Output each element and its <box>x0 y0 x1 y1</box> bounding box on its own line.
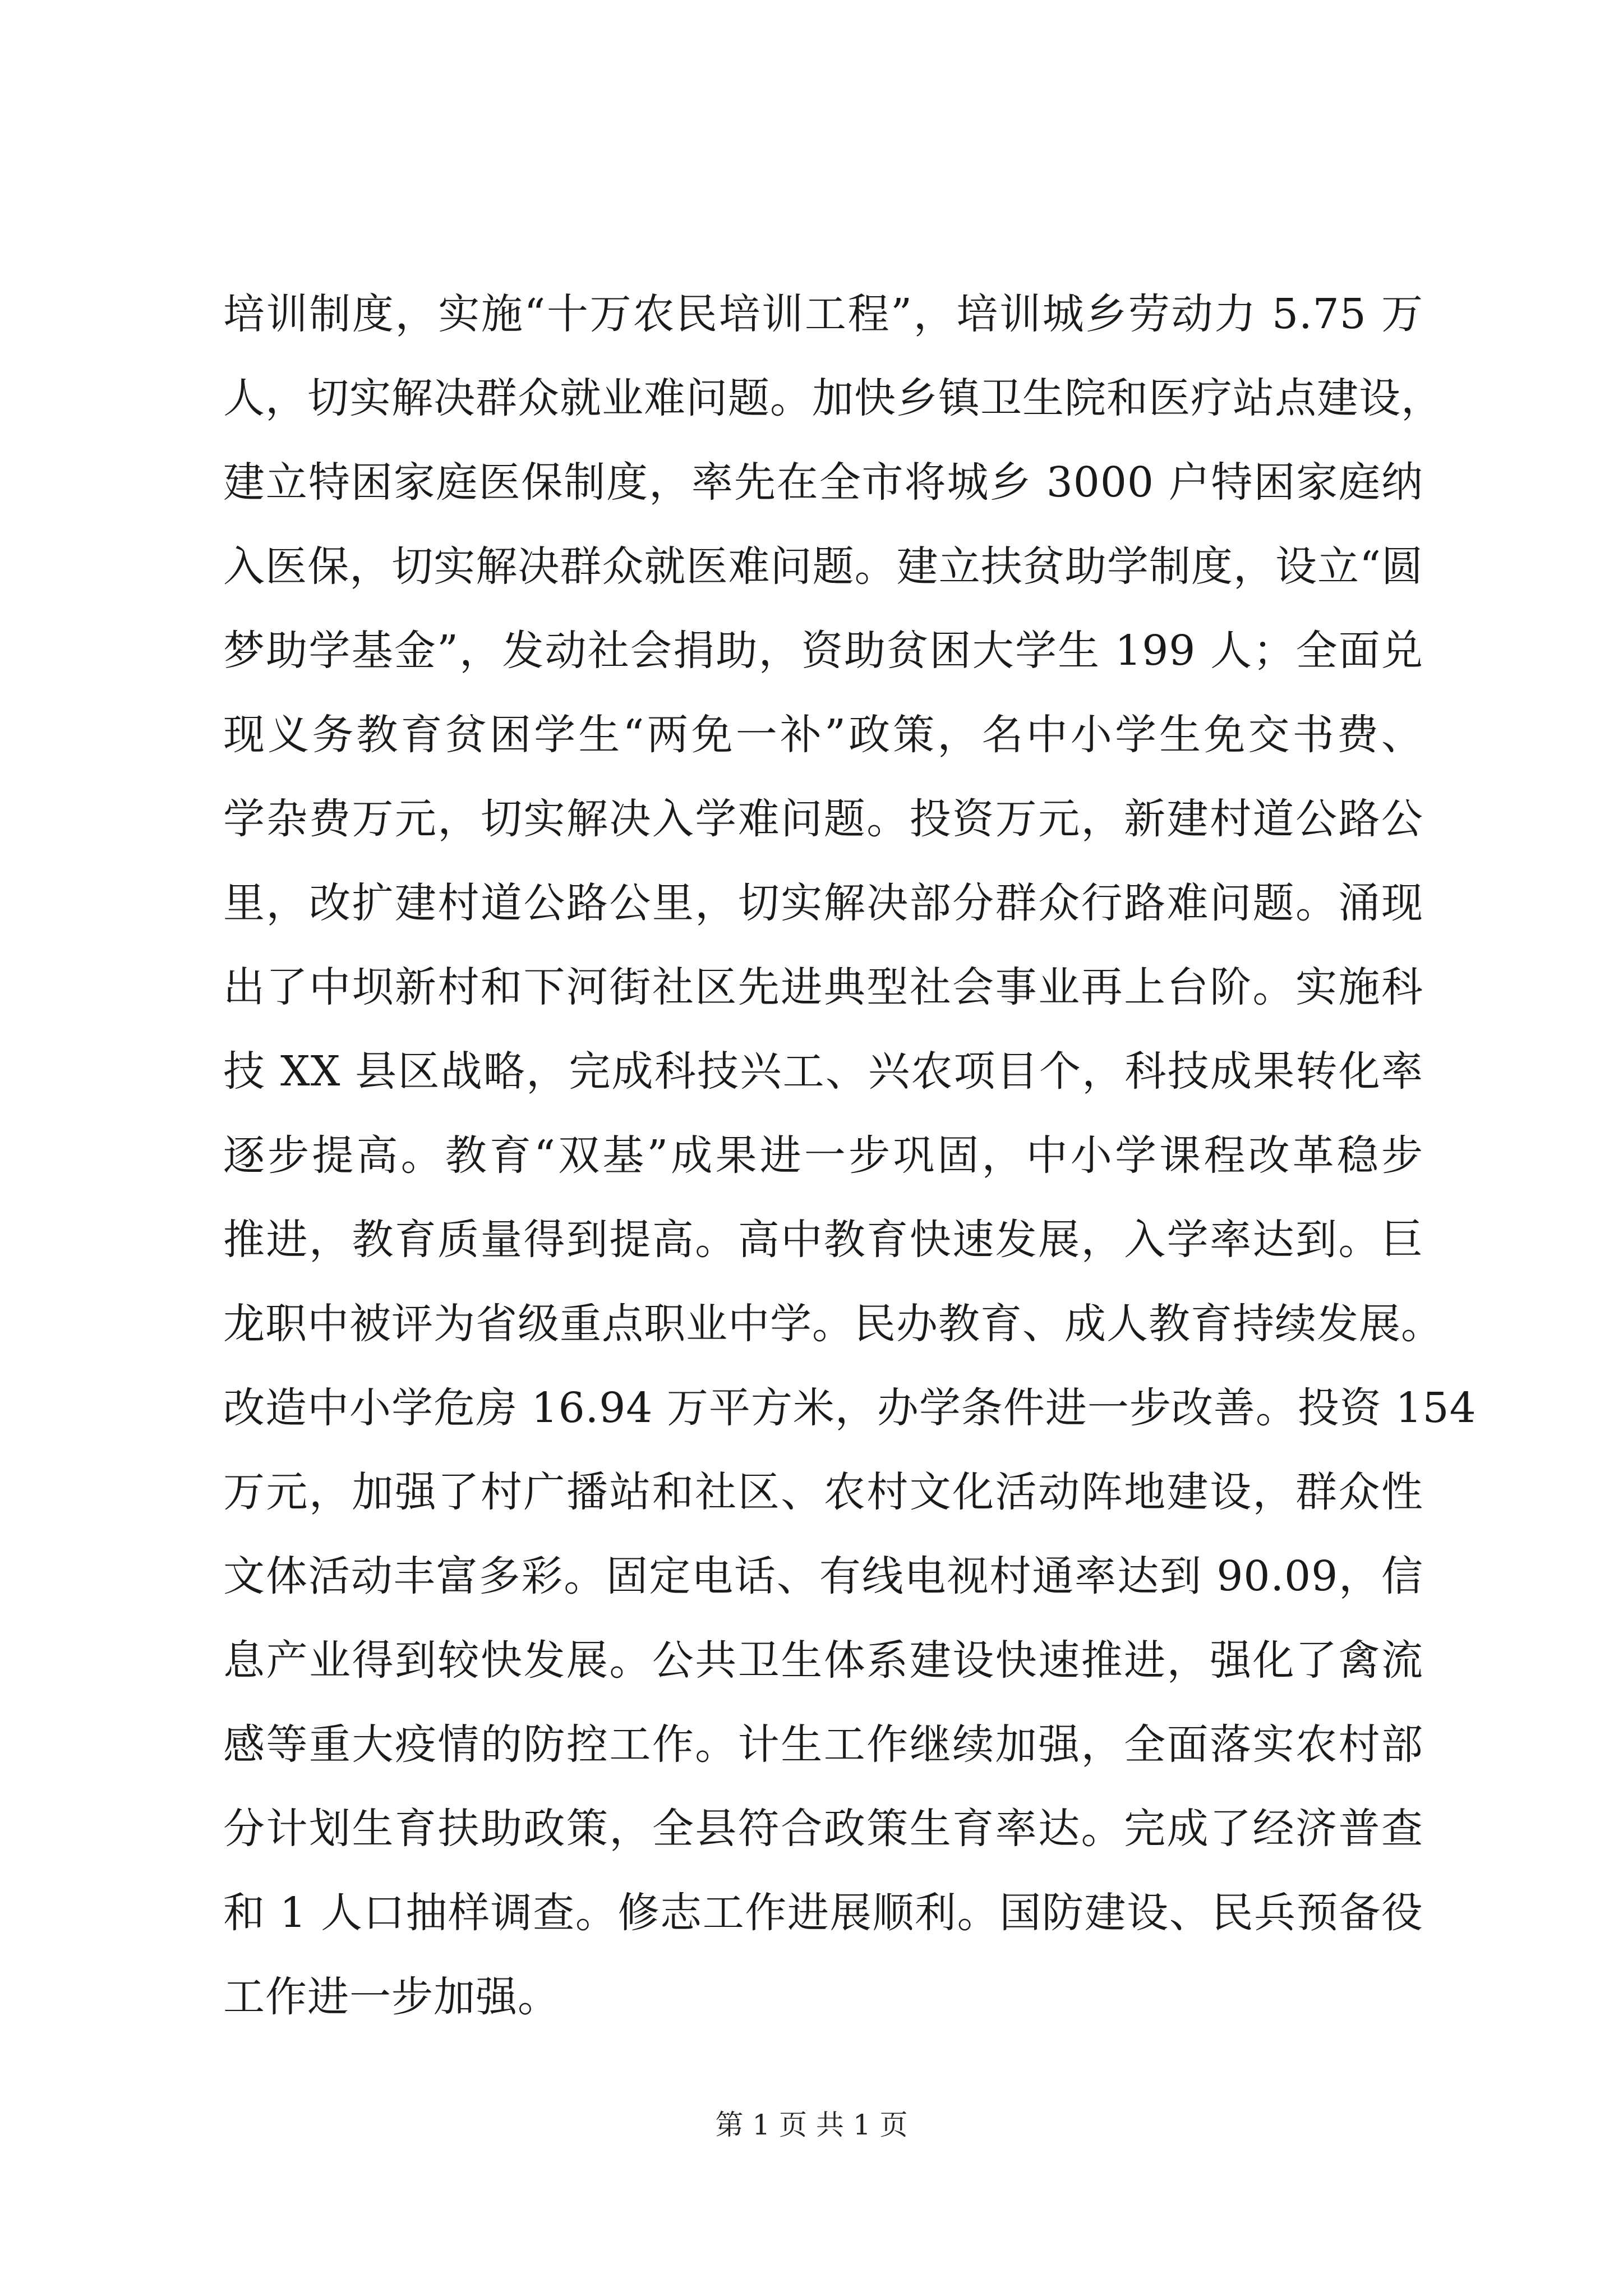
text-line: 技 XX 县区战略，完成科技兴工、兴农项目个，科技成果转化率 <box>223 1047 1423 1096</box>
text-line: 推进，教育质量得到提高。高中教育快速发展，入学率达到。巨 <box>223 1216 1423 1264</box>
text-line: 现义务教育贫困学生“两免一补”政策，名中小学生免交书费、 <box>223 711 1423 759</box>
text-line: 建立特困家庭医保制度，率先在全市将城乡 3000 户特困家庭纳 <box>223 458 1423 507</box>
text-line: 里，改扩建村道公路公里，切实解决部分群众行路难问题。涌现 <box>223 879 1423 927</box>
page-footer: 第 1 页 共 1 页 <box>715 2109 908 2141</box>
body-text <box>223 272 1477 2039</box>
text-line: 入医保，切实解决群众就医难问题。建立扶贫助学制度，设立“圆 <box>223 542 1423 591</box>
text-line: 分计划生育扶助政策，全县符合政策生育率达。完成了经济普查 <box>223 1805 1423 1853</box>
text-line: 学杂费万元，切实解决入学难问题。投资万元，新建村道公路公 <box>223 795 1423 843</box>
text-line: 息产业得到较快发展。公共卫生体系建设快速推进，强化了禽流 <box>223 1636 1423 1685</box>
text-line: 逐步提高。教育“双基”成果进一步巩固，中小学课程改革稳步 <box>223 1131 1423 1180</box>
text-line: 感等重大疫情的防控工作。计生工作继续加强，全面落实农村部 <box>223 1720 1423 1769</box>
text-line: 出了中坝新村和下河街社区先进典型社会事业再上台阶。实施科 <box>223 963 1423 1011</box>
text-line: 梦助学基金”，发动社会捐助，资助贫困大学生 199 人；全面兑 <box>223 627 1423 675</box>
text-line: 万元，加强了村广播站和社区、农村文化活动阵地建设，群众性 <box>223 1468 1423 1516</box>
text-line: 工作进一步加强。 <box>223 1973 560 2021</box>
text-line: 改造中小学危房 16.94 万平方米，办学条件进一步改善。投资 154 <box>223 1384 1477 1432</box>
text-line: 和 1 人口抽样调查。修志工作进展顺利。国防建设、民兵预备役 <box>223 1889 1423 1937</box>
text-line: 人，切实解决群众就业难问题。加快乡镇卫生院和医疗站点建设， <box>223 374 1443 422</box>
text-line: 文体活动丰富多彩。固定电话、有线电视村通率达到 90.09，信 <box>223 1552 1423 1600</box>
text-line: 龙职中被评为省级重点职业中学。民办教育、成人教育持续发展。 <box>223 1300 1443 1348</box>
text-line: 培训制度，实施“十万农民培训工程”，培训城乡劳动力 5.75 万 <box>223 290 1423 338</box>
